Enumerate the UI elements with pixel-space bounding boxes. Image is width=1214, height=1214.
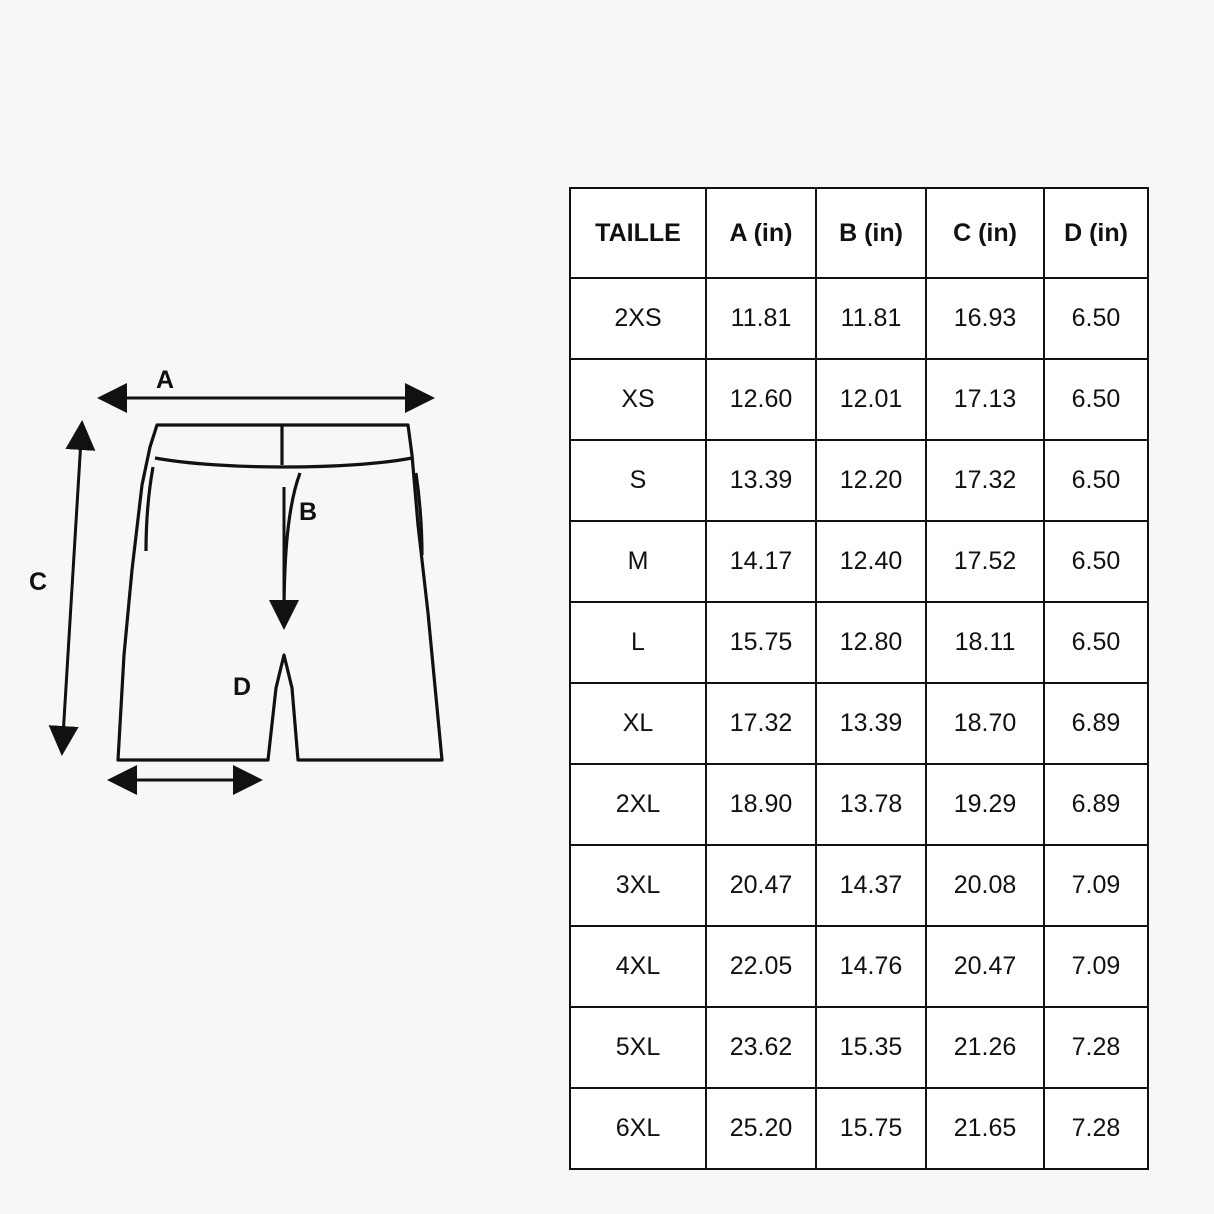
cell-b: 12.20 bbox=[816, 440, 926, 521]
cell-a: 12.60 bbox=[706, 359, 816, 440]
dimension-c-label: C bbox=[28, 568, 48, 596]
cell-a: 25.20 bbox=[706, 1088, 816, 1169]
size-table bbox=[569, 187, 1149, 1170]
cell-d: 7.28 bbox=[1044, 1007, 1148, 1088]
cell-a: 23.62 bbox=[706, 1007, 816, 1088]
cell-a: 17.32 bbox=[706, 683, 816, 764]
cell-size: 6XL bbox=[570, 1088, 706, 1169]
cell-b: 14.37 bbox=[816, 845, 926, 926]
cell-a: 15.75 bbox=[706, 602, 816, 683]
table-row bbox=[570, 1088, 1148, 1169]
cell-b: 15.75 bbox=[816, 1088, 926, 1169]
cell-b: 11.81 bbox=[816, 278, 926, 359]
table-row bbox=[570, 359, 1148, 440]
column-header-c: C (in) bbox=[926, 188, 1044, 278]
cell-c: 19.29 bbox=[926, 764, 1044, 845]
cell-c: 17.52 bbox=[926, 521, 1044, 602]
cell-a: 14.17 bbox=[706, 521, 816, 602]
cell-size: 5XL bbox=[570, 1007, 706, 1088]
cell-b: 14.76 bbox=[816, 926, 926, 1007]
table-row bbox=[570, 602, 1148, 683]
cell-size: 3XL bbox=[570, 845, 706, 926]
dimension-a bbox=[100, 366, 432, 398]
table-row bbox=[570, 440, 1148, 521]
shorts-outline bbox=[118, 425, 442, 760]
table-row bbox=[570, 521, 1148, 602]
cell-a: 22.05 bbox=[706, 926, 816, 1007]
cell-d: 6.50 bbox=[1044, 602, 1148, 683]
dimension-b bbox=[284, 487, 317, 627]
dimension-d-label: D bbox=[232, 673, 252, 701]
dimension-d bbox=[110, 673, 260, 780]
cell-d: 6.50 bbox=[1044, 440, 1148, 521]
cell-b: 13.39 bbox=[816, 683, 926, 764]
cell-a: 13.39 bbox=[706, 440, 816, 521]
table-row bbox=[570, 278, 1148, 359]
cell-c: 20.47 bbox=[926, 926, 1044, 1007]
cell-a: 11.81 bbox=[706, 278, 816, 359]
column-header-b: B (in) bbox=[816, 188, 926, 278]
cell-size: XS bbox=[570, 359, 706, 440]
cell-c: 20.08 bbox=[926, 845, 1044, 926]
dimension-a-label: A bbox=[155, 366, 175, 394]
cell-d: 7.09 bbox=[1044, 926, 1148, 1007]
cell-b: 13.78 bbox=[816, 764, 926, 845]
dimension-b-label: B bbox=[298, 498, 318, 526]
cell-c: 17.32 bbox=[926, 440, 1044, 521]
table-row bbox=[570, 926, 1148, 1007]
column-header-taille: TAILLE bbox=[570, 188, 706, 278]
table-body bbox=[570, 278, 1148, 1169]
dimension-c bbox=[29, 423, 82, 753]
cell-d: 6.50 bbox=[1044, 359, 1148, 440]
shorts-measurement-diagram bbox=[28, 355, 530, 825]
cell-c: 18.11 bbox=[926, 602, 1044, 683]
cell-a: 18.90 bbox=[706, 764, 816, 845]
cell-b: 12.40 bbox=[816, 521, 926, 602]
cell-d: 6.89 bbox=[1044, 683, 1148, 764]
column-header-a: A (in) bbox=[706, 188, 816, 278]
cell-c: 21.65 bbox=[926, 1088, 1044, 1169]
table-row bbox=[570, 764, 1148, 845]
cell-size: L bbox=[570, 602, 706, 683]
cell-a: 20.47 bbox=[706, 845, 816, 926]
cell-d: 7.28 bbox=[1044, 1088, 1148, 1169]
cell-size: 4XL bbox=[570, 926, 706, 1007]
cell-c: 21.26 bbox=[926, 1007, 1044, 1088]
cell-b: 12.80 bbox=[816, 602, 926, 683]
cell-b: 12.01 bbox=[816, 359, 926, 440]
cell-d: 6.89 bbox=[1044, 764, 1148, 845]
cell-d: 7.09 bbox=[1044, 845, 1148, 926]
table-row bbox=[570, 683, 1148, 764]
table-row bbox=[570, 1007, 1148, 1088]
size-table-container bbox=[569, 187, 1147, 1142]
cell-size: XL bbox=[570, 683, 706, 764]
cell-b: 15.35 bbox=[816, 1007, 926, 1088]
column-header-d: D (in) bbox=[1044, 188, 1148, 278]
cell-size: S bbox=[570, 440, 706, 521]
cell-c: 18.70 bbox=[926, 683, 1044, 764]
table-header-row bbox=[570, 188, 1148, 278]
cell-d: 6.50 bbox=[1044, 278, 1148, 359]
cell-d: 6.50 bbox=[1044, 521, 1148, 602]
cell-c: 17.13 bbox=[926, 359, 1044, 440]
cell-size: M bbox=[570, 521, 706, 602]
cell-size: 2XS bbox=[570, 278, 706, 359]
table-row bbox=[570, 845, 1148, 926]
cell-size: 2XL bbox=[570, 764, 706, 845]
cell-c: 16.93 bbox=[926, 278, 1044, 359]
